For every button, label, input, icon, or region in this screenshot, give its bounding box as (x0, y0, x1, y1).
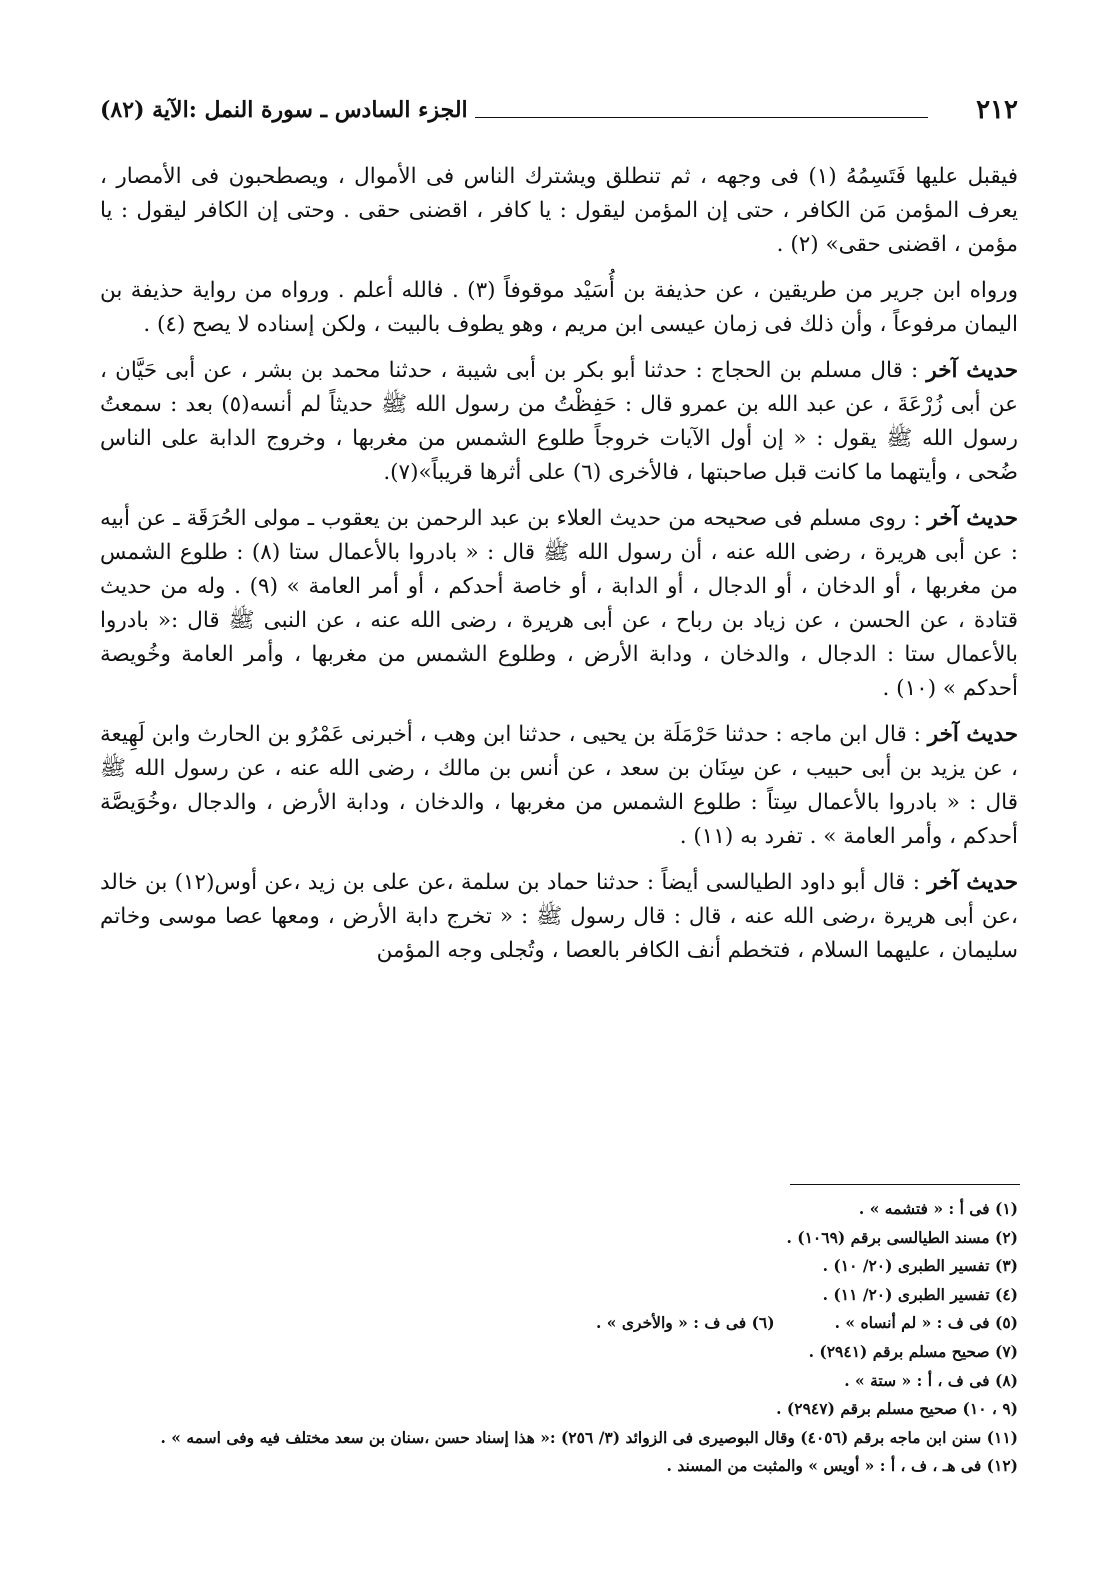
section-heading: حديث آخر (927, 870, 1018, 895)
paragraph-text: : قال ابن ماجه : حدثنا حَرْمَلَة بن يحيى ، حدثنا ابن وهب ، أخبرنى عَمْرُو بن الحارث وابن لَهِيعة ، عن يزيد بن أبى حبيب ، عن سِنَان بن سعد ، عن أنس بن مالك ، رضى الله عنه ، عن رسول الله ﷺ قال : « بادروا بالأعمال سِتاً : طلوع الشمس من مغربها ، والدخان ، ودابة الأرض ، والدجال ،وخُوَيصَّة أحدكم ، وأمر العامة » . تفرد به (١١) . (100, 722, 1018, 849)
paragraph-text: ورواه ابن جرير من طريقين ، عن حذيفة بن أُسَيْد موقوفاً (٣) . فالله أعلم . ورواه من رواية حذيفة بن اليمان مرفوعاً ، وأن ذلك فى زمان عيسى ابن مريم ، وهو يطوف بالبيت ، ولكن إسناده لا يصح (٤) . (100, 278, 1019, 337)
section-heading: حديث آخر (927, 506, 1018, 531)
paragraph-1 (100, 160, 1018, 262)
footnote-row-5-6 (100, 1309, 1018, 1338)
footnote-9-10: (٩ ، ١٠) صحيح مسلم برقم (٢٩٤٧) . (776, 1399, 1018, 1419)
footnote-6: (٦) فى ف : « والأخرى » . (596, 1313, 775, 1333)
header-rule (475, 117, 928, 118)
footnote-5: (٥) فى ف : « لم أنساه » . (834, 1313, 1018, 1333)
hadith-paragraph-1 (100, 354, 1018, 490)
main-text (100, 160, 1018, 980)
footnote-3: (٣) تفسير الطبرى (٢٠/ ١٠) . (822, 1256, 1018, 1276)
footnote-7: (٧) صحيح مسلم برقم (٢٩٤١) . (808, 1341, 1018, 1361)
footnote-11: (١١) سنن ابن ماجه برقم (٤٠٥٦) وقال البوصيرى فى الزوائد (٣/ ٢٥٦) :« هذا إسناد حسن ،سنان بن سعد مختلف فيه وفى اسمه » . (160, 1427, 1018, 1447)
paragraph-text: فيقبل عليها فَتَسِمُهُ (١) فى وجهه ، ثم تنطلق ويشترك الناس فى الأموال ، ويصطحبون فى الأمصار ، يعرف المؤمن مَن الكافر ، حتى إن المؤمن ليقول : يا كافر ، اقضنى حقى . وحتى إن الكافر ليقول : يا مؤمن ، اقضنى حقى» (٢) . (100, 164, 1018, 257)
section-heading: حديث آخر (927, 722, 1018, 747)
section-heading: حديث آخر (926, 358, 1018, 383)
paragraph-2 (100, 274, 1018, 342)
footnote-2: (٢) مسند الطيالسى برقم (١٠٦٩) . (786, 1227, 1018, 1247)
hadith-paragraph-3 (100, 718, 1018, 854)
page-header (100, 92, 1018, 128)
paragraph-text: : روى مسلم فى صحيحه من حديث العلاء بن عبد الرحمن بن يعقوب ـ مولى الحُرَقَة ـ عن أبيه : عن أبى هريرة ، رضى الله عنه ، أن رسول الله ﷺ قال : « بادروا بالأعمال ستا (٨) : طلوع الشمس من مغربها ، أو الدخان ، أو الدجال ، أو الدابة ، أو خاصة أحدكم ، أو أمر العامة » (٩) . وله من حديث قتادة ، عن الحسن ، عن زياد بن رباح ، عن أبى هريرة ، رضى الله عنه ، عن النبى ﷺ قال :« بادروا بالأعمال ستا : الدجال ، والدخان ، ودابة الأرض ، وطلوع الشمس من مغربها ، وأمر العامة وخُويصة أحدكم » (١٠) . (100, 506, 1018, 701)
page-number: ٢١٢ (976, 95, 1018, 125)
footnote-rule (790, 1184, 1020, 1185)
footnotes (100, 1195, 1018, 1481)
paragraph-text: : قال مسلم بن الحجاج : حدثنا أبو بكر بن أبى شيبة ، حدثنا محمد بن بشر ، عن أبى حَيَّان ، عن أبى زُرْعَةَ ، عن عبد الله بن عمرو قال : حَفِظْتُ من رسول الله ﷺ حديثاً لم أنسه(٥) بعد : سمعتُ رسول الله ﷺ يقول : « إن أول الآيات خروجاً طلوع الشمس من مغربها ، وخروج الدابة على الناس ضُحى ، وأيتهما ما كانت قبل صاحبتها ، فالأخرى (٦) على أثرها قريباً»(٧). (100, 358, 1018, 485)
hadith-paragraph-2 (100, 502, 1018, 706)
footnote-1: (١) فى أ : « فتشمه » . (858, 1199, 1018, 1218)
hadith-paragraph-4 (100, 866, 1018, 968)
running-title: الجزء السادس ـ سورة النمل :الآية (٨٢) (100, 97, 468, 123)
footnote-12: (١٢) فى هـ ، ف ، أ : « أويس » والمثبت من المسند . (666, 1456, 1018, 1476)
paragraph-text: : قال أبو داود الطيالسى أيضاً : حدثنا حماد بن سلمة ،عن على بن زيد ،عن أوس(١٢) بن خالد ،عن أبى هريرة ،رضى الله عنه ، قال : قال رسول ﷺ : « تخرج دابة الأرض ، ومعها عصا موسى وخاتم سليمان ، عليهما السلام ، فتخطم أنف الكافر بالعصا ، وتُجلى وجه المؤمن (100, 870, 1018, 963)
footnote-8: (٨) فى ف ، أ : « ستة » . (844, 1370, 1018, 1390)
footnote-4: (٤) تفسير الطبرى (٢٠/ ١١) . (822, 1284, 1018, 1304)
